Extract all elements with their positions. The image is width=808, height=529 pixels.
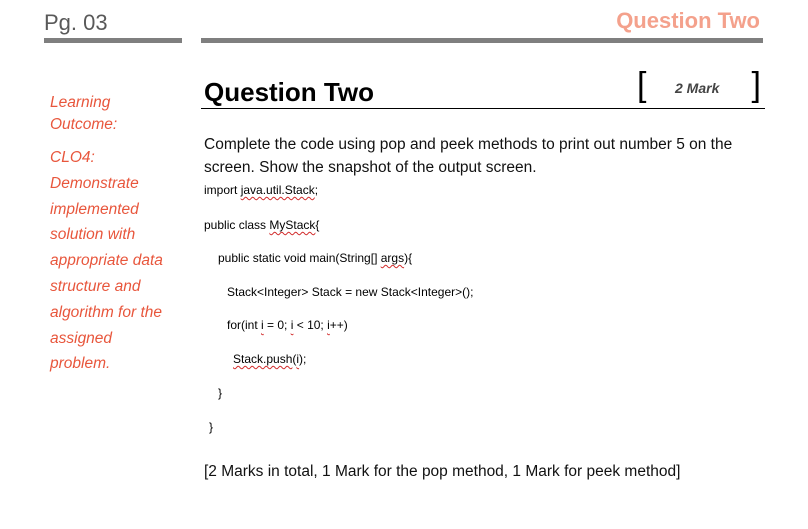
code-token: ; xyxy=(314,183,319,197)
code-token: ( xyxy=(292,352,297,366)
clo-description xyxy=(50,145,180,377)
clo-line: implemented xyxy=(50,200,139,218)
code-token: for(int xyxy=(227,318,262,332)
page-number: Pg. 03 xyxy=(44,10,108,35)
code-token: ){ xyxy=(404,251,413,265)
code-token: < 10; xyxy=(293,318,328,332)
code-token-spellcheck: i xyxy=(296,352,300,366)
question-prompt: Complete the code using pop and peek methods to print out number 5 on the screen. Show the snapshot of the output screen. xyxy=(204,136,733,176)
code-token: ++) xyxy=(329,318,348,332)
left-bracket-icon: [ xyxy=(637,66,647,104)
code-token: public class xyxy=(204,218,270,232)
right-bracket-icon: ] xyxy=(751,66,761,104)
code-line-for-loop xyxy=(227,318,348,332)
code-token-spellcheck: args xyxy=(380,251,405,265)
question-title: Question Two xyxy=(204,77,374,107)
code-line-close-class: } xyxy=(209,420,214,434)
clo-line: problem. xyxy=(50,355,111,373)
clo-line: algorithm for the xyxy=(50,303,162,321)
code-token-spellcheck: java.util.Stack xyxy=(240,183,315,197)
code-token-spellcheck: i xyxy=(290,318,294,332)
marks-label: 2 Mark xyxy=(675,80,720,96)
code-line-declaration: Stack<Integer> Stack = new Stack<Integer>(); xyxy=(227,285,474,299)
marking-note: [2 Marks in total, 1 Mark for the pop method, 1 Mark for peek method] xyxy=(204,463,681,480)
code-token: ); xyxy=(299,352,307,366)
code-line-main xyxy=(218,251,412,265)
code-token: = 0; xyxy=(263,318,291,332)
clo-line: structure and xyxy=(50,277,141,295)
code-line-close-method: } xyxy=(218,386,223,400)
header-rule-left xyxy=(44,38,182,43)
clo-label: CLO4: xyxy=(50,149,95,166)
code-token-spellcheck: i xyxy=(327,318,330,332)
clo-line: Demonstrate xyxy=(50,174,139,192)
marks-box xyxy=(637,66,765,104)
clo-line: appropriate data xyxy=(50,252,163,270)
title-underline xyxy=(201,108,765,109)
code-token-spellcheck: i xyxy=(261,318,264,332)
clo-line: solution with xyxy=(50,226,136,244)
code-token-spellcheck: Stack.push xyxy=(233,352,293,366)
code-token: import xyxy=(204,183,241,197)
learning-outcome-sidebar xyxy=(50,92,180,377)
code-token-spellcheck: MyStack xyxy=(269,218,316,232)
clo-line: assigned xyxy=(50,329,113,347)
code-token: public static void main(String[] xyxy=(218,251,381,265)
learning-outcome-label: Learning Outcome: xyxy=(50,94,118,133)
code-line-import xyxy=(204,183,318,197)
code-line-push xyxy=(233,352,306,366)
header-title: Question Two xyxy=(616,8,760,33)
code-token: { xyxy=(315,218,320,232)
header-rule-right xyxy=(201,38,763,43)
code-line-class xyxy=(204,218,319,232)
